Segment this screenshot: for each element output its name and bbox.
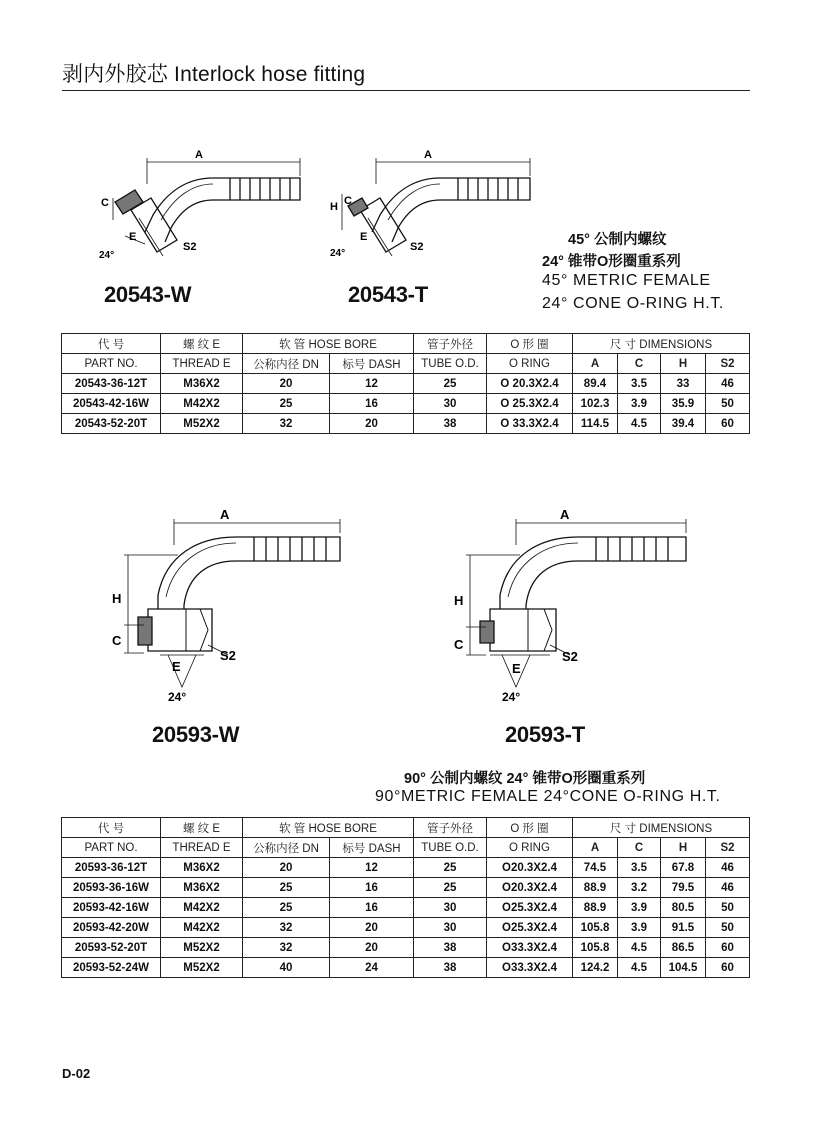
header-h: H — [661, 354, 706, 374]
fitting-45-w-drawing — [95, 140, 325, 265]
cell-part-no: 20543-42-16W — [62, 394, 161, 414]
cell-dash: 20 — [330, 938, 414, 958]
header-hose-bore: 软 管 HOSE BORE — [243, 818, 414, 838]
cell-thread: M42X2 — [161, 898, 243, 918]
dim-angle-label-90t: 24° — [502, 690, 521, 704]
dim-h-label-90w: H — [112, 591, 122, 606]
cell-h: 104.5 — [661, 958, 706, 978]
header-oring-en: O RING — [487, 838, 573, 858]
cell-dn: 25 — [243, 394, 330, 414]
page-title: 剥内外胶芯 Interlock hose fitting — [62, 63, 366, 86]
header-thread-cn: 螺 纹 E — [161, 818, 243, 838]
cell-part-no: 20543-36-12T — [62, 374, 161, 394]
cell-s2: 46 — [706, 374, 750, 394]
cell-oring: O 20.3X2.4 — [487, 374, 573, 394]
header-oring-en: O RING — [487, 354, 573, 374]
dim-s2-label-45t: S2 — [410, 241, 424, 253]
header-tube-en: TUBE O.D. — [414, 354, 487, 374]
series-title-en-2: 24° CONE O-RING H.T. — [542, 295, 724, 312]
fitting-45-t-drawing — [330, 148, 545, 268]
dim-c-label-45t: C — [344, 195, 352, 207]
cell-part-no: 20593-36-16W — [62, 878, 161, 898]
series-title-en-90: 90°METRIC FEMALE 24°CONE O-RING H.T. — [375, 788, 721, 805]
cell-s2: 46 — [706, 858, 750, 878]
header-dimensions: 尺 寸 DIMENSIONS — [573, 334, 750, 354]
cell-tube-od: 38 — [414, 414, 487, 434]
dim-h-label-45t: H — [330, 201, 338, 213]
cell-tube-od: 25 — [414, 374, 487, 394]
cell-a: 102.3 — [573, 394, 618, 414]
dim-c-label-90t: C — [454, 637, 464, 652]
dim-c-label-45w: C — [101, 197, 109, 209]
cell-h: 79.5 — [661, 878, 706, 898]
cell-part-no: 20543-52-20T — [62, 414, 161, 434]
cell-dn: 32 — [243, 414, 330, 434]
cell-part-no: 20593-42-16W — [62, 898, 161, 918]
cell-c: 3.9 — [618, 394, 661, 414]
dim-a-label-45t: A — [424, 149, 432, 161]
cell-dash: 20 — [330, 414, 414, 434]
cell-dn: 25 — [243, 898, 330, 918]
cell-tube-od: 30 — [414, 918, 487, 938]
cell-tube-od: 38 — [414, 938, 487, 958]
cell-a: 124.2 — [573, 958, 618, 978]
cell-s2: 50 — [706, 394, 750, 414]
cell-s2: 60 — [706, 938, 750, 958]
header-thread-en: THREAD E — [161, 838, 243, 858]
cell-oring: O 25.3X2.4 — [487, 394, 573, 414]
table-row — [62, 414, 750, 434]
cell-dash: 12 — [330, 858, 414, 878]
cell-dash: 24 — [330, 958, 414, 978]
cell-oring: O33.3X2.4 — [487, 958, 573, 978]
cell-c: 4.5 — [618, 414, 661, 434]
table-row — [62, 374, 750, 394]
header-part-en: PART NO. — [62, 838, 161, 858]
cell-thread: M36X2 — [161, 858, 243, 878]
header-part-cn: 代 号 — [62, 334, 161, 354]
table-row — [62, 898, 750, 918]
cell-h: 39.4 — [661, 414, 706, 434]
cell-h: 91.5 — [661, 918, 706, 938]
cell-oring: O25.3X2.4 — [487, 898, 573, 918]
cell-c: 3.9 — [618, 898, 661, 918]
dim-s2-label-90w: S2 — [220, 648, 236, 663]
table-row — [62, 878, 750, 898]
spec-table-20593 — [61, 817, 750, 978]
page-number: D-02 — [62, 1066, 91, 1081]
cell-part-no: 20593-52-24W — [62, 958, 161, 978]
cell-thread: M42X2 — [161, 394, 243, 414]
dim-s2-label-45w: S2 — [183, 241, 197, 253]
dim-e-label-45t: E — [360, 231, 368, 243]
cell-dn: 20 — [243, 374, 330, 394]
header-thread-cn: 螺 纹 E — [161, 334, 243, 354]
table-row — [62, 938, 750, 958]
cell-h: 33 — [661, 374, 706, 394]
header-part-en: PART NO. — [62, 354, 161, 374]
cell-oring: O20.3X2.4 — [487, 858, 573, 878]
table-row — [62, 858, 750, 878]
cell-s2: 46 — [706, 878, 750, 898]
cell-a: 114.5 — [573, 414, 618, 434]
header-dn: 公称内径 DN — [243, 838, 330, 858]
table-row — [62, 918, 750, 938]
cell-dn: 20 — [243, 858, 330, 878]
cell-oring: O25.3X2.4 — [487, 918, 573, 938]
cell-tube-od: 25 — [414, 858, 487, 878]
dim-angle-label-45t: 24° — [330, 248, 346, 259]
header-dash: 标号 DASH — [330, 838, 414, 858]
cell-thread: M42X2 — [161, 918, 243, 938]
cell-c: 3.5 — [618, 858, 661, 878]
header-h: H — [661, 838, 706, 858]
model-label-20593-t: 20593-T — [505, 722, 585, 747]
cell-c: 3.5 — [618, 374, 661, 394]
table-row — [62, 958, 750, 978]
header-tube-en: TUBE O.D. — [414, 838, 487, 858]
cell-h: 67.8 — [661, 858, 706, 878]
cell-oring: O20.3X2.4 — [487, 878, 573, 898]
cell-thread: M52X2 — [161, 958, 243, 978]
cell-a: 105.8 — [573, 918, 618, 938]
cell-oring: O33.3X2.4 — [487, 938, 573, 958]
cell-part-no: 20593-42-20W — [62, 918, 161, 938]
cell-s2: 50 — [706, 898, 750, 918]
header-a: A — [573, 354, 618, 374]
title-divider — [62, 90, 750, 91]
cell-thread: M52X2 — [161, 938, 243, 958]
fitting-90-w-drawing — [108, 505, 353, 705]
spec-table-20543 — [61, 333, 750, 434]
model-label-20543-t: 20543-T — [348, 282, 428, 307]
header-tube-cn: 管子外径 — [414, 334, 487, 354]
cell-a: 89.4 — [573, 374, 618, 394]
dim-e-label-90t: E — [512, 661, 521, 676]
header-a: A — [573, 838, 618, 858]
cell-s2: 60 — [706, 958, 750, 978]
dim-s2-label-90t: S2 — [562, 649, 578, 664]
cell-dash: 16 — [330, 898, 414, 918]
cell-dash: 16 — [330, 394, 414, 414]
dim-a-label-90w: A — [220, 507, 230, 522]
cell-dash: 12 — [330, 374, 414, 394]
cell-tube-od: 30 — [414, 898, 487, 918]
cell-c: 4.5 — [618, 958, 661, 978]
series-title-cn-1: 45° 公制内螺纹 — [568, 232, 667, 248]
cell-c: 3.2 — [618, 878, 661, 898]
cell-a: 88.9 — [573, 898, 618, 918]
table-row — [62, 394, 750, 414]
cell-part-no: 20593-36-12T — [62, 858, 161, 878]
header-tube-cn: 管子外径 — [414, 818, 487, 838]
cell-dn: 32 — [243, 938, 330, 958]
cell-part-no: 20593-52-20T — [62, 938, 161, 958]
cell-tube-od: 30 — [414, 394, 487, 414]
header-dash: 标号 DASH — [330, 354, 414, 374]
cell-thread: M36X2 — [161, 878, 243, 898]
series-title-cn-90: 90° 公制内螺纹 24° 锥带O形圈重系列 — [404, 771, 646, 787]
cell-tube-od: 38 — [414, 958, 487, 978]
header-oring-cn: O 形 圈 — [487, 818, 573, 838]
header-thread-en: THREAD E — [161, 354, 243, 374]
series-title-en-1: 45° METRIC FEMALE — [542, 272, 711, 289]
cell-dn: 32 — [243, 918, 330, 938]
cell-dash: 20 — [330, 918, 414, 938]
cell-h: 86.5 — [661, 938, 706, 958]
cell-c: 4.5 — [618, 938, 661, 958]
header-part-cn: 代 号 — [62, 818, 161, 838]
cell-dn: 25 — [243, 878, 330, 898]
dim-angle-label-90w: 24° — [168, 690, 187, 704]
cell-a: 105.8 — [573, 938, 618, 958]
cell-a: 74.5 — [573, 858, 618, 878]
dim-h-label-90t: H — [454, 593, 464, 608]
header-dimensions: 尺 寸 DIMENSIONS — [573, 818, 750, 838]
header-c: C — [618, 838, 661, 858]
cell-thread: M52X2 — [161, 414, 243, 434]
cell-a: 88.9 — [573, 878, 618, 898]
cell-thread: M36X2 — [161, 374, 243, 394]
dim-a-label-90t: A — [560, 507, 570, 522]
fitting-90-t-drawing — [450, 505, 695, 705]
dim-a-label-45w: A — [195, 149, 203, 161]
dim-c-label-90w: C — [112, 633, 122, 648]
dim-e-label-45w: E — [129, 231, 137, 243]
header-s2: S2 — [706, 354, 750, 374]
cell-h: 80.5 — [661, 898, 706, 918]
cell-oring: O 33.3X2.4 — [487, 414, 573, 434]
dim-e-label-90w: E — [172, 659, 181, 674]
cell-c: 3.9 — [618, 918, 661, 938]
series-title-cn-2: 24° 锥带O形圈重系列 — [542, 254, 681, 270]
model-label-20593-w: 20593-W — [152, 722, 240, 747]
cell-s2: 50 — [706, 918, 750, 938]
header-dn: 公称内径 DN — [243, 354, 330, 374]
model-label-20543-w: 20543-W — [104, 282, 192, 307]
header-s2: S2 — [706, 838, 750, 858]
cell-s2: 60 — [706, 414, 750, 434]
dim-angle-label-45w: 24° — [99, 250, 115, 261]
cell-h: 35.9 — [661, 394, 706, 414]
cell-tube-od: 25 — [414, 878, 487, 898]
header-c: C — [618, 354, 661, 374]
cell-dn: 40 — [243, 958, 330, 978]
cell-dash: 16 — [330, 878, 414, 898]
header-hose-bore: 软 管 HOSE BORE — [243, 334, 414, 354]
header-oring-cn: O 形 圈 — [487, 334, 573, 354]
